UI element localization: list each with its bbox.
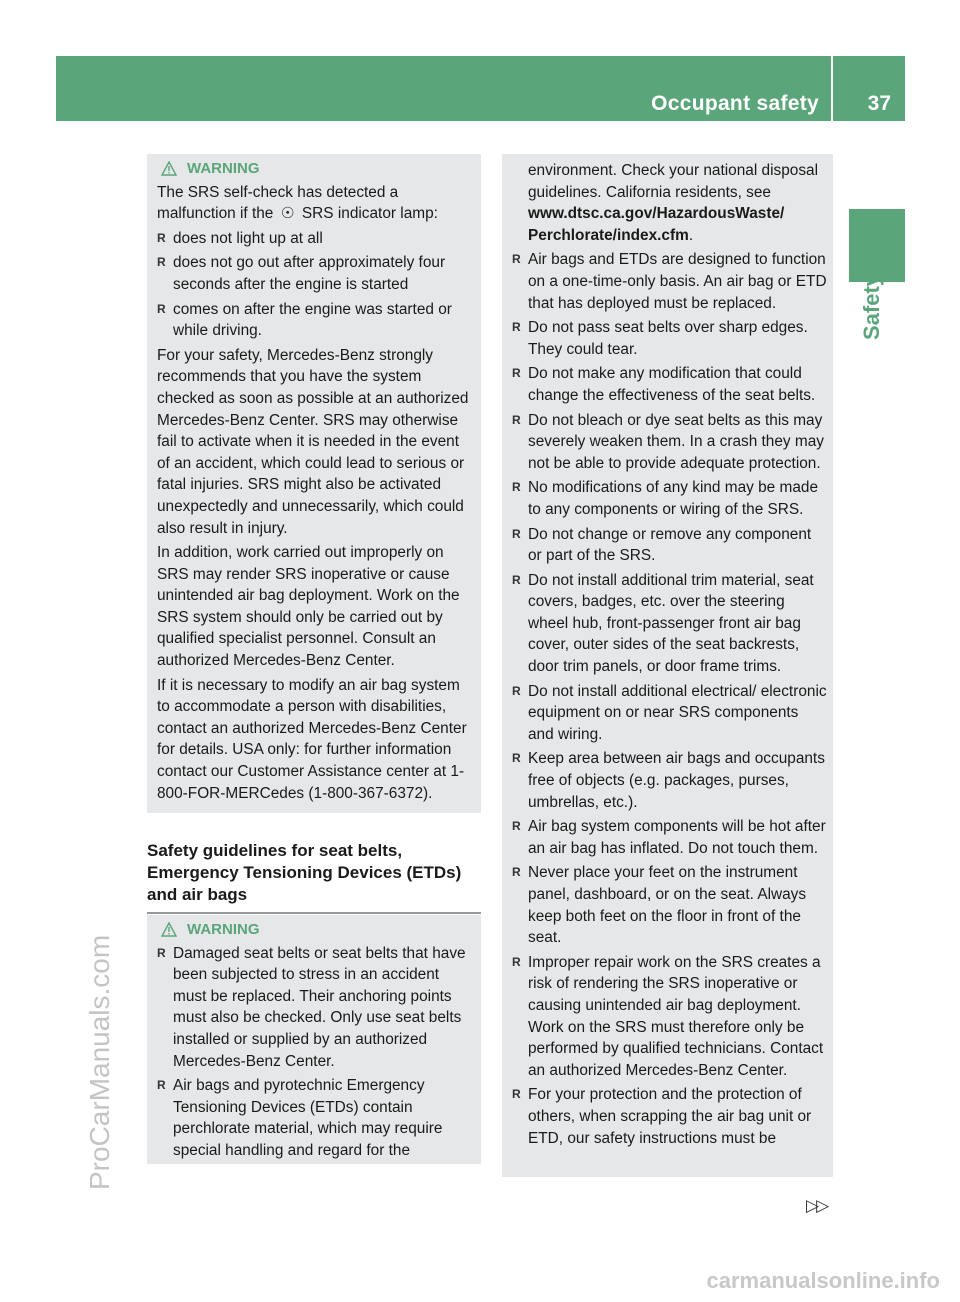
list-item: R Keep area between air bags and occupants free of objects (e.g. packages, purses, umbrellas, etc.). — [512, 748, 827, 813]
continued-text: environment. Check your national disposal guidelines. California residents, see — [528, 162, 819, 201]
header-divider — [831, 56, 833, 121]
warning-box-continued — [502, 154, 833, 1177]
list-item: R Improper repair work on the SRS creates a risk of rendering the SRS inoperative or causing unintended air bag deployment. Work on the SRS must therefore only be performed by qualified technicians. Contact an authorized Mercedes-Benz Center. — [512, 952, 827, 1082]
warning-triangle-icon — [161, 161, 177, 176]
chapter-label: Safety — [859, 273, 884, 340]
page-number: 37 — [867, 92, 891, 115]
list-item: R Damaged seat belts or seat belts that have been subjected to stress in an accident must be replaced. Their anchoring points must also be checked. Only use seat belts installed or supplied by an authorized Mercedes-Benz Center. — [157, 943, 475, 1073]
watermark: ProCarManuals.com — [84, 934, 115, 1190]
list-item: R Do not install additional electrical/ electronic equipment on or near SRS components and wiring. — [512, 681, 827, 746]
paragraph: For your safety, Mercedes-Benz strongly recommends that you have the system checked as soon as possible at an authorized Mercedes-Benz Center. SRS may otherwise fail to activate when it is needed in the event of an accident, which could lead to serious or fatal injuries. SRS might also be activated unexpectedly and unnecessarily, which could also result in injury. — [157, 346, 469, 537]
footer-watermark: carmanualsonline.info — [706, 1268, 940, 1293]
section-title: Occupant safety — [651, 92, 819, 115]
list-item: R comes on after the engine was started or while driving. — [157, 299, 475, 342]
warning-intro — [157, 182, 475, 225]
continue-arrow-icon: ▷▷ — [806, 1196, 827, 1215]
list-item: R does not go out after approximately four seconds after the engine is started — [157, 252, 475, 295]
dtsc-link[interactable]: www.dtsc.ca.gov/HazardousWaste/ Perchlorate/index.cfm — [528, 205, 785, 244]
paragraph: In addition, work carried out improperly on SRS may render SRS inoperative or cause unintended air bag deployment. Work on the SRS system should only be carried out by qualified specialist personnel. Consult an authorized Mercedes-Benz Center. — [157, 544, 460, 670]
airbag-indicator-icon: ☉ — [280, 205, 295, 223]
list-item: R For your protection and the protection of others, when scrapping the air bag unit or ETD, our safety instructions must be — [512, 1084, 827, 1149]
list-item: R No modifications of any kind may be made to any components or wiring of the SRS. — [512, 477, 827, 520]
warning-triangle-icon — [161, 922, 177, 937]
warning-heading — [157, 919, 475, 941]
warning-list — [512, 249, 827, 1149]
warning-heading — [157, 158, 475, 180]
section-heading: Safety guidelines for seat belts, Emergency Tensioning Devices (ETDs) and air bags — [147, 840, 481, 914]
paragraph: If it is necessary to modify an air bag system to accommodate a person with disabilities, contact an authorized Mercedes-Benz Center for details. USA only: for further information contact our Customer Assistance center at 1-800-FOR-MERCedes (1-800-367-6372). — [157, 676, 467, 802]
warning-list — [157, 943, 475, 1162]
list-item: R Do not make any modification that could change the effectiveness of the seat belts. — [512, 363, 827, 406]
warning-list — [157, 228, 475, 342]
list-item: R Do not bleach or dye seat belts as this may severely weaken them. In a crash they may not be able to provide adequate protection. — [512, 410, 827, 475]
list-item: R Air bags and ETDs are designed to function on a one-time-only basis. An air bag or ETD that has deployed must be replaced. — [512, 249, 827, 314]
chapter-tab — [849, 209, 905, 282]
list-item: R Do not change or remove any component or part of the SRS. — [512, 524, 827, 567]
header-bar — [56, 56, 905, 121]
continued-paragraph — [512, 160, 827, 246]
list-item: R Air bag system components will be hot after an air bag has inflated. Do not touch them. — [512, 816, 827, 859]
warning-label: WARNING — [187, 160, 260, 177]
list-item: R does not light up at all — [157, 228, 475, 250]
list-item: R Air bags and pyrotechnic Emergency Tensioning Devices (ETDs) contain perchlorate material, which may require special handling and regard for the — [157, 1075, 475, 1161]
list-item: R Do not install additional trim material, seat covers, badges, etc. over the steering wheel hub, front-passenger front air bag cover, outer sides of the seat backrests, door trim panels, or door frame trims. — [512, 570, 827, 678]
warning-box-srs — [147, 154, 481, 813]
list-item: R Do not pass seat belts over sharp edges. They could tear. — [512, 317, 827, 360]
link-period: . — [688, 226, 694, 244]
list-item: R Never place your feet on the instrument panel, dashboard, or on the seat. Always keep both feet on the floor in front of the seat. — [512, 862, 827, 948]
warning-box-seatbelts — [147, 915, 481, 1164]
intro-text-after: SRS indicator lamp: — [301, 205, 438, 223]
warning-label: WARNING — [187, 921, 260, 938]
intro-text-before: The SRS self-check has detected a malfunction if the — [157, 183, 399, 223]
